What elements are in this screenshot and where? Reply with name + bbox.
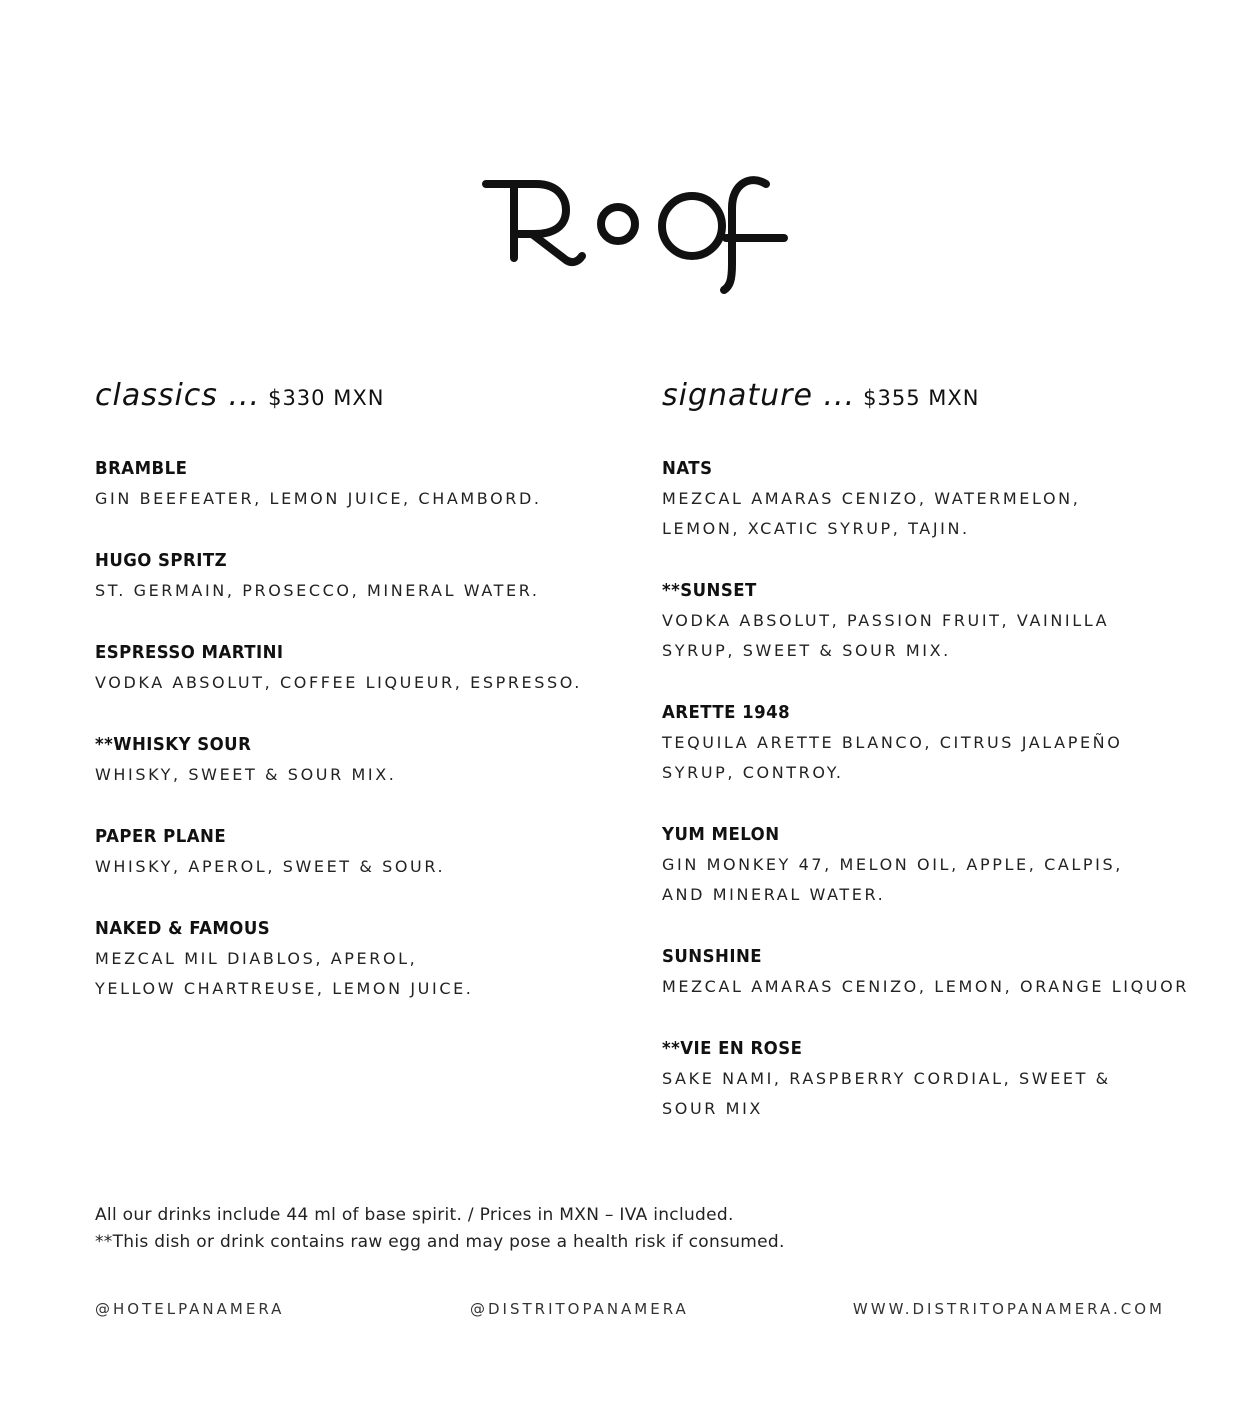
- drink-name: NATS: [662, 458, 713, 479]
- classics-label: classics ...: [95, 378, 261, 413]
- signature-label: signature ...: [662, 378, 856, 413]
- drink-name: HUGO SPRITZ: [95, 550, 228, 571]
- drink-item: [95, 546, 595, 606]
- drink-item: [662, 698, 1182, 788]
- drink-description: VODKA ABSOLUT, PASSION FRUIT, VAINILLA SYRUP, SWEET & SOUR MIX.: [662, 611, 1110, 660]
- drink-item: [95, 638, 595, 698]
- drink-item: [95, 914, 495, 1004]
- drink-item: [662, 820, 1142, 910]
- signature-price: $355 MXN: [863, 386, 980, 410]
- drink-item: [662, 942, 1202, 1002]
- classics-heading: [95, 378, 595, 426]
- distrito-handle: @DISTRITOPANAMERA: [470, 1300, 689, 1318]
- drink-name: **SUNSET: [662, 580, 757, 601]
- drink-description: VODKA ABSOLUT, COFFEE LIQUEUR, ESPRESSO.: [95, 673, 582, 692]
- drink-description: MEZCAL AMARAS CENIZO, LEMON, ORANGE LIQUOR: [662, 977, 1190, 996]
- drink-description: MEZCAL AMARAS CENIZO, WATERMELON, LEMON, XCATIC SYRUP, TAJIN.: [662, 489, 1081, 538]
- drink-name: NAKED & FAMOUS: [95, 918, 271, 939]
- drink-name: **VIE EN ROSE: [662, 1038, 803, 1059]
- drink-item: [662, 454, 1142, 544]
- website-link: WWW.DISTRITOPANAMERA.COM: [852, 1300, 1165, 1318]
- drink-name: **WHISKY SOUR: [95, 734, 252, 755]
- signature-column: [662, 378, 1222, 1156]
- drink-name: ARETTE 1948: [662, 702, 791, 723]
- drink-description: WHISKY, SWEET & SOUR MIX.: [95, 765, 397, 784]
- classics-price: $330 MXN: [268, 386, 385, 410]
- drink-item: [662, 1034, 1142, 1124]
- drink-description: MEZCAL MIL DIABLOS, APEROL, YELLOW CHARTREUSE, LEMON JUICE.: [95, 949, 474, 998]
- menu-notes: [95, 1202, 785, 1256]
- drink-description: GIN BEEFEATER, LEMON JUICE, CHAMBORD.: [95, 489, 542, 508]
- roof-logo: [474, 168, 794, 300]
- drink-item: [662, 576, 1162, 666]
- spirit-note: All our drinks include 44 ml of base spirit. / Prices in MXN – IVA included.: [95, 1205, 734, 1225]
- signature-heading: [662, 378, 1222, 426]
- drink-description: WHISKY, APEROL, SWEET & SOUR.: [95, 857, 446, 876]
- drink-name: YUM MELON: [662, 824, 780, 845]
- drink-item: [95, 454, 595, 514]
- drink-item: [95, 822, 595, 882]
- drink-name: ESPRESSO MARTINI: [95, 642, 284, 663]
- drink-item: [95, 730, 595, 790]
- raw-egg-warning: **This dish or drink contains raw egg and may pose a health risk if consumed.: [95, 1232, 785, 1252]
- drink-description: SAKE NAMI, RASPBERRY CORDIAL, SWEET & SOUR MIX: [662, 1069, 1111, 1118]
- drink-name: PAPER PLANE: [95, 826, 227, 847]
- drink-name: BRAMBLE: [95, 458, 188, 479]
- drink-description: ST. GERMAIN, PROSECCO, MINERAL WATER.: [95, 581, 540, 600]
- hotel-handle: @HOTELPANAMERA: [95, 1300, 285, 1318]
- drink-description: TEQUILA ARETTE BLANCO, CITRUS JALAPEÑO SYRUP, CONTROY.: [662, 733, 1123, 782]
- drink-name: SUNSHINE: [662, 946, 763, 967]
- drink-description: GIN MONKEY 47, MELON OIL, APPLE, CALPIS, AND MINERAL WATER.: [662, 855, 1123, 904]
- classics-column: [95, 378, 595, 1036]
